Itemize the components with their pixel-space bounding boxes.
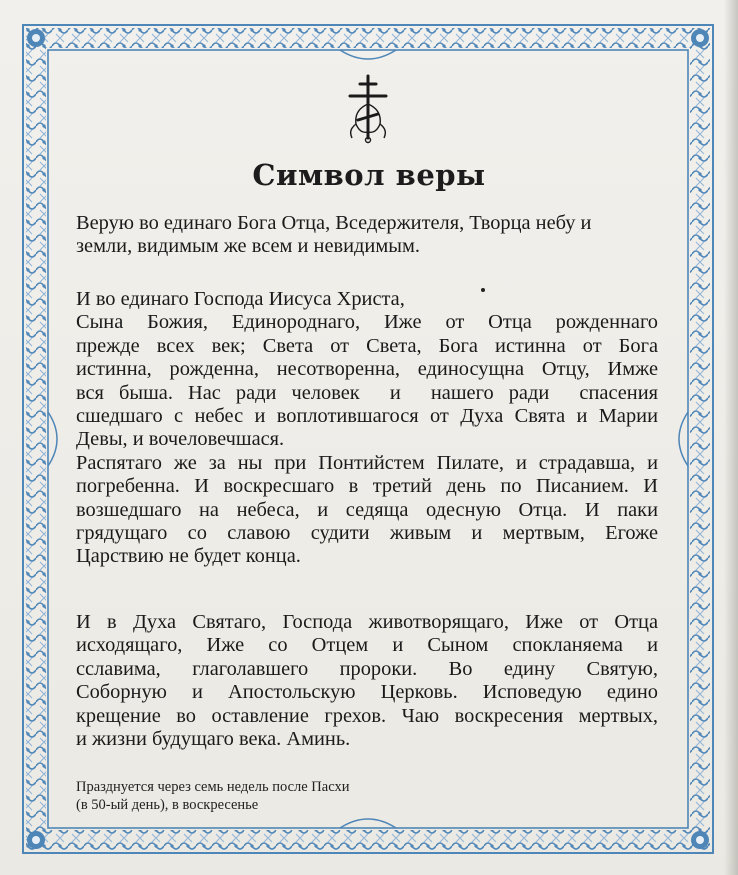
- text-line: истинна, рожденна, несотворенна, единосущна Отцу, Имже: [76, 358, 658, 381]
- footnote-line: (в 50-ый день), в воскресенье: [76, 797, 259, 813]
- text-line: Девы, и вочеловечшася.: [76, 428, 285, 451]
- text-line: Распятаго же за ны при Понтийстем Пилате, и страдавша, и: [76, 451, 658, 474]
- footnote: [76, 778, 476, 814]
- text-line: прежде всех век; Света от Света, Бога истинна от Бога: [76, 334, 658, 357]
- text-line: сшедшаго с небес и воплотившагося от Духа Свята и Марии: [76, 405, 658, 428]
- text-line: И во единаго Господа Иисуса Христа,: [76, 288, 405, 310]
- text-line: исходящаго, Иже со Отцем и Сыном спокланяема и: [76, 634, 658, 657]
- text-line: грядущаго со славою судити живым и мертвым, Егоже: [76, 522, 658, 545]
- page-edge-shadow: [724, 0, 738, 875]
- text-line: земли, видимым же всем и невидимым.: [76, 235, 420, 258]
- text-line: погребенна. И воскресшаго в третий день по Писанием. И: [76, 475, 658, 498]
- paragraph-2: [76, 288, 658, 569]
- text-line: вся быша. Нас ради человек и нашего ради спасения: [76, 381, 658, 404]
- text-line: сславима, глаголавшего пророки. Во едину Святую,: [76, 657, 658, 680]
- text-line: Царствию не будет конца.: [76, 545, 301, 568]
- paragraph-3: [76, 611, 658, 751]
- text-line: и жизни будущаго века. Аминь.: [76, 728, 351, 751]
- orthodox-cross-icon: [342, 74, 394, 144]
- text-line: возшедшаго на небеса, и седяща одесную Отца. И паки: [76, 498, 658, 521]
- page-title: Символ веры: [252, 158, 486, 192]
- text-line: крещение во оставление грехов. Чаю воскресения мертвых,: [76, 704, 658, 727]
- footnote-line: Празднуется через семь недель после Пасхи: [76, 779, 350, 795]
- text-line: Верую во единаго Бога Отца, Вседержителя, Творца небу и: [76, 212, 592, 234]
- paragraph-1: [76, 212, 658, 259]
- text-line: Соборную и Апостольскую Церковь. Исповедую едино: [76, 681, 658, 704]
- text-line: Сына Божия, Единороднаго, Иже от Отца рожденнаго: [76, 311, 658, 334]
- text-line: И в Духа Святаго, Господа животворящаго, Иже от Отца: [76, 611, 658, 633]
